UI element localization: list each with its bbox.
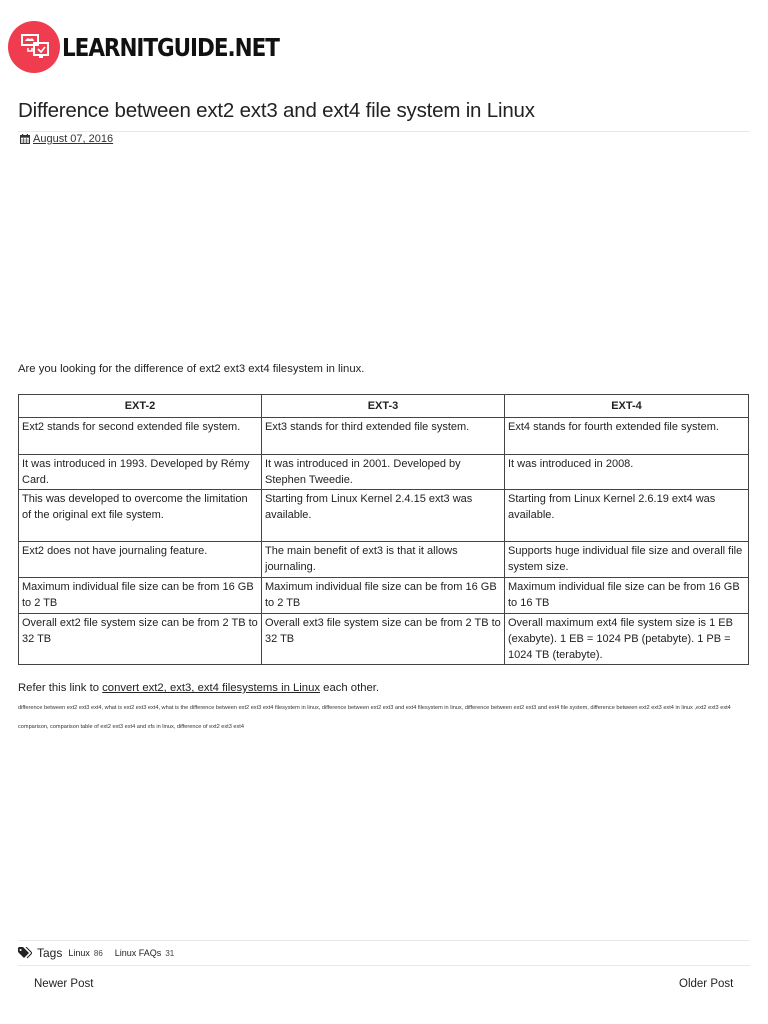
monitor-cloud-icon bbox=[8, 21, 60, 73]
table-cell: Ext3 stands for third extended file system. bbox=[262, 418, 505, 455]
tags-row bbox=[18, 946, 174, 960]
logo-emblem bbox=[8, 21, 60, 73]
title-divider bbox=[18, 131, 750, 132]
refer-prefix: Refer this link to bbox=[18, 682, 99, 694]
table-cell: Supports huge individual file size and overall file system size. bbox=[505, 542, 749, 578]
comparison-table bbox=[18, 394, 749, 665]
refer-paragraph bbox=[18, 682, 379, 694]
calendar-icon bbox=[20, 134, 30, 144]
table-cell: Maximum individual file size can be from 16 GB to 2 TB bbox=[19, 578, 262, 614]
post-date bbox=[20, 133, 113, 145]
tag-linux[interactable]: Linux bbox=[68, 948, 90, 958]
table-row bbox=[19, 614, 749, 665]
tag-count: 86 bbox=[93, 948, 103, 958]
table-cell: Maximum individual file size can be from 16 GB to 16 TB bbox=[505, 578, 749, 614]
tag-icon bbox=[18, 947, 32, 959]
table-cell: The main benefit of ext3 is that it allows journaling. bbox=[262, 542, 505, 578]
table-cell: Overall ext3 file system size can be from 2 TB to 32 TB bbox=[262, 614, 505, 665]
convert-filesystems-link[interactable]: convert ext2, ext3, ext4 filesystems in Linux bbox=[102, 682, 321, 694]
table-header-row bbox=[19, 395, 749, 418]
table-cell: It was introduced in 2008. bbox=[505, 455, 749, 490]
table-cell: It was introduced in 1993. Developed by Rémy Card. bbox=[19, 455, 262, 490]
table-row bbox=[19, 455, 749, 490]
post-labels: difference between ext2 ext3 ext4, what is ext2 ext3 ext4, what is the difference between ext2 ext3 ext4 filesystem in linux, difference between ext2 ext3 and ext4 filesystem in linux, difference between ext2 ext3 and ext4 file system, difference between ext2 ext3 ext4 in linux ,ext2 ext3 ext4 comparison, comparison table of ext2 ext3 ext4 and xfs in linux, difference of ext2 ext3 ext4 bbox=[18, 705, 731, 730]
tags-divider-bottom bbox=[18, 965, 750, 966]
refer-suffix: each other. bbox=[323, 682, 380, 694]
tags-label: Tags bbox=[37, 946, 63, 960]
table-cell: Starting from Linux Kernel 2.6.19 ext4 was available. bbox=[505, 490, 749, 542]
table-cell: Maximum individual file size can be from 16 GB to 2 TB bbox=[262, 578, 505, 614]
post-title: Difference between ext2 ext3 and ext4 file system in Linux bbox=[18, 99, 535, 122]
table-row bbox=[19, 578, 749, 614]
table-cell: Overall ext2 file system size can be from 2 TB to 32 TB bbox=[19, 614, 262, 665]
table-row bbox=[19, 542, 749, 578]
older-post-link[interactable]: Older Post bbox=[679, 978, 734, 990]
table-cell: Ext4 stands for fourth extended file system. bbox=[505, 418, 749, 455]
newer-post-link[interactable]: Newer Post bbox=[34, 978, 94, 990]
table-cell: Ext2 stands for second extended file system. bbox=[19, 418, 262, 455]
table-row bbox=[19, 490, 749, 542]
post-date-link[interactable]: August 07, 2016 bbox=[33, 133, 114, 145]
table-header-ext4: EXT-4 bbox=[505, 395, 749, 418]
tags-divider-top bbox=[18, 940, 750, 941]
table-row bbox=[19, 418, 749, 455]
logo-text: LEARNITGUIDE.NET bbox=[62, 32, 279, 62]
table-cell: This was developed to overcome the limitation of the original ext file system. bbox=[19, 490, 262, 542]
post-intro: Are you looking for the difference of ext2 ext3 ext4 filesystem in linux. bbox=[18, 363, 365, 375]
table-cell: It was introduced in 2001. Developed by Stephen Tweedie. bbox=[262, 455, 505, 490]
table-cell: Overall maximum ext4 file system size is 1 EB (exabyte). 1 EB = 1024 PB (petabyte). 1 PB = 1024 TB (terabyte). bbox=[505, 614, 749, 665]
table-header-ext2: EXT-2 bbox=[19, 395, 262, 418]
tag-count: 31 bbox=[165, 948, 175, 958]
table-cell: Starting from Linux Kernel 2.4.15 ext3 was available. bbox=[262, 490, 505, 542]
table-cell: Ext2 does not have journaling feature. bbox=[19, 542, 262, 578]
site-logo[interactable] bbox=[8, 18, 279, 76]
tag-linux-faqs[interactable]: Linux FAQs bbox=[114, 948, 162, 958]
table-header-ext3: EXT-3 bbox=[262, 395, 505, 418]
